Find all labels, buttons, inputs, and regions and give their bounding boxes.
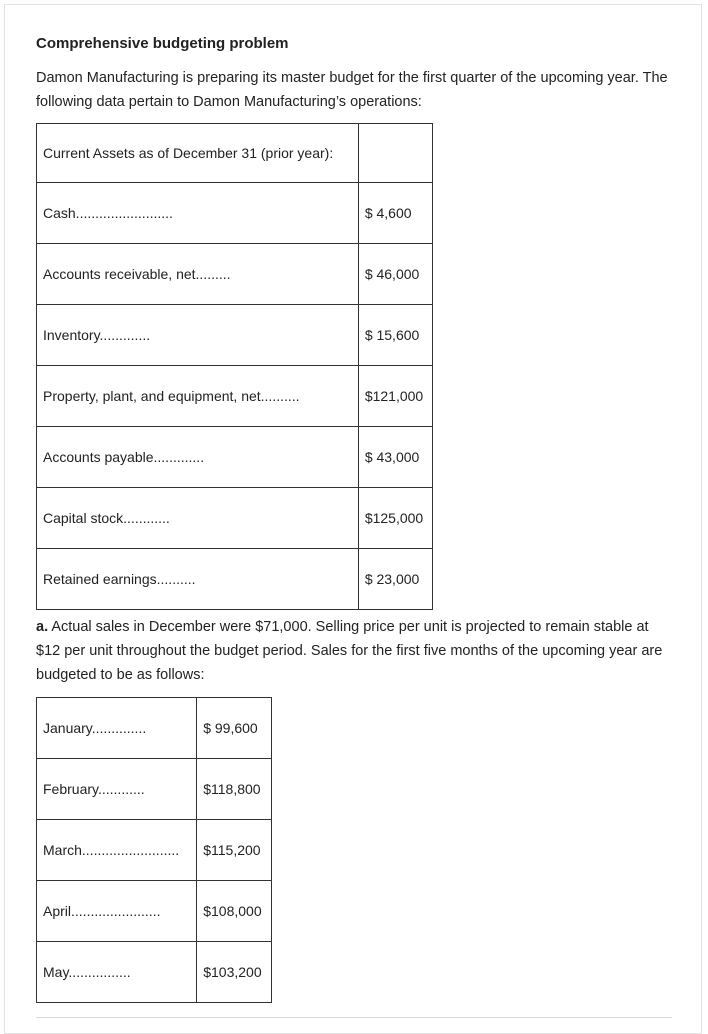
sales-value: $108,000	[197, 881, 272, 942]
table-row	[37, 759, 272, 820]
month-label: April.......................	[37, 881, 197, 942]
table-row	[37, 881, 272, 942]
bottom-divider	[36, 1017, 672, 1018]
table-header-row	[37, 124, 433, 183]
table-row	[37, 820, 272, 881]
row-label: Accounts payable.............	[37, 427, 359, 488]
sales-value: $115,200	[197, 820, 272, 881]
intro-paragraph: Damon Manufacturing is preparing its master budget for the first quarter of the upcoming year. The following data pertain to Damon Manufacturing’s operations:	[36, 70, 668, 110]
sales-value: $ 99,600	[197, 698, 272, 759]
table-row	[37, 488, 433, 549]
document-content	[36, 34, 676, 1003]
header-cell: Current Assets as of December 31 (prior year):	[37, 124, 359, 183]
table-row	[37, 366, 433, 427]
section-a-paragraph	[36, 615, 676, 687]
row-label: Accounts receivable, net.........	[37, 244, 359, 305]
row-value: $ 4,600	[358, 183, 432, 244]
problem-title: Comprehensive budgeting problem	[36, 35, 289, 52]
budgeted-sales-table	[36, 697, 272, 1003]
header-value-cell	[358, 124, 432, 183]
row-label: Property, plant, and equipment, net..........	[37, 366, 359, 427]
row-value: $ 15,600	[358, 305, 432, 366]
row-value: $121,000	[358, 366, 432, 427]
current-assets-table	[36, 123, 433, 610]
row-label: Cash.........................	[37, 183, 359, 244]
row-label: Capital stock............	[37, 488, 359, 549]
table-row	[37, 698, 272, 759]
sales-value: $103,200	[197, 942, 272, 1003]
row-value: $ 46,000	[358, 244, 432, 305]
row-value: $125,000	[358, 488, 432, 549]
row-value: $ 23,000	[358, 549, 432, 610]
month-label: February............	[37, 759, 197, 820]
section-a-text: Actual sales in December were $71,000. Selling price per unit is projected to remain stable at $12 per unit throughout the budget period. Sales for the first five months of the upcoming year are budgeted to be as follows:	[36, 619, 663, 683]
row-label: Retained earnings..........	[37, 549, 359, 610]
table-row	[37, 305, 433, 366]
table-row	[37, 549, 433, 610]
month-label: January..............	[37, 698, 197, 759]
table-row	[37, 244, 433, 305]
month-label: March.........................	[37, 820, 197, 881]
section-a-marker: a.	[36, 619, 49, 635]
table-row	[37, 427, 433, 488]
row-value: $ 43,000	[358, 427, 432, 488]
table-row	[37, 942, 272, 1003]
row-label: Inventory.............	[37, 305, 359, 366]
month-label: May................	[37, 942, 197, 1003]
sales-value: $118,800	[197, 759, 272, 820]
table-row	[37, 183, 433, 244]
